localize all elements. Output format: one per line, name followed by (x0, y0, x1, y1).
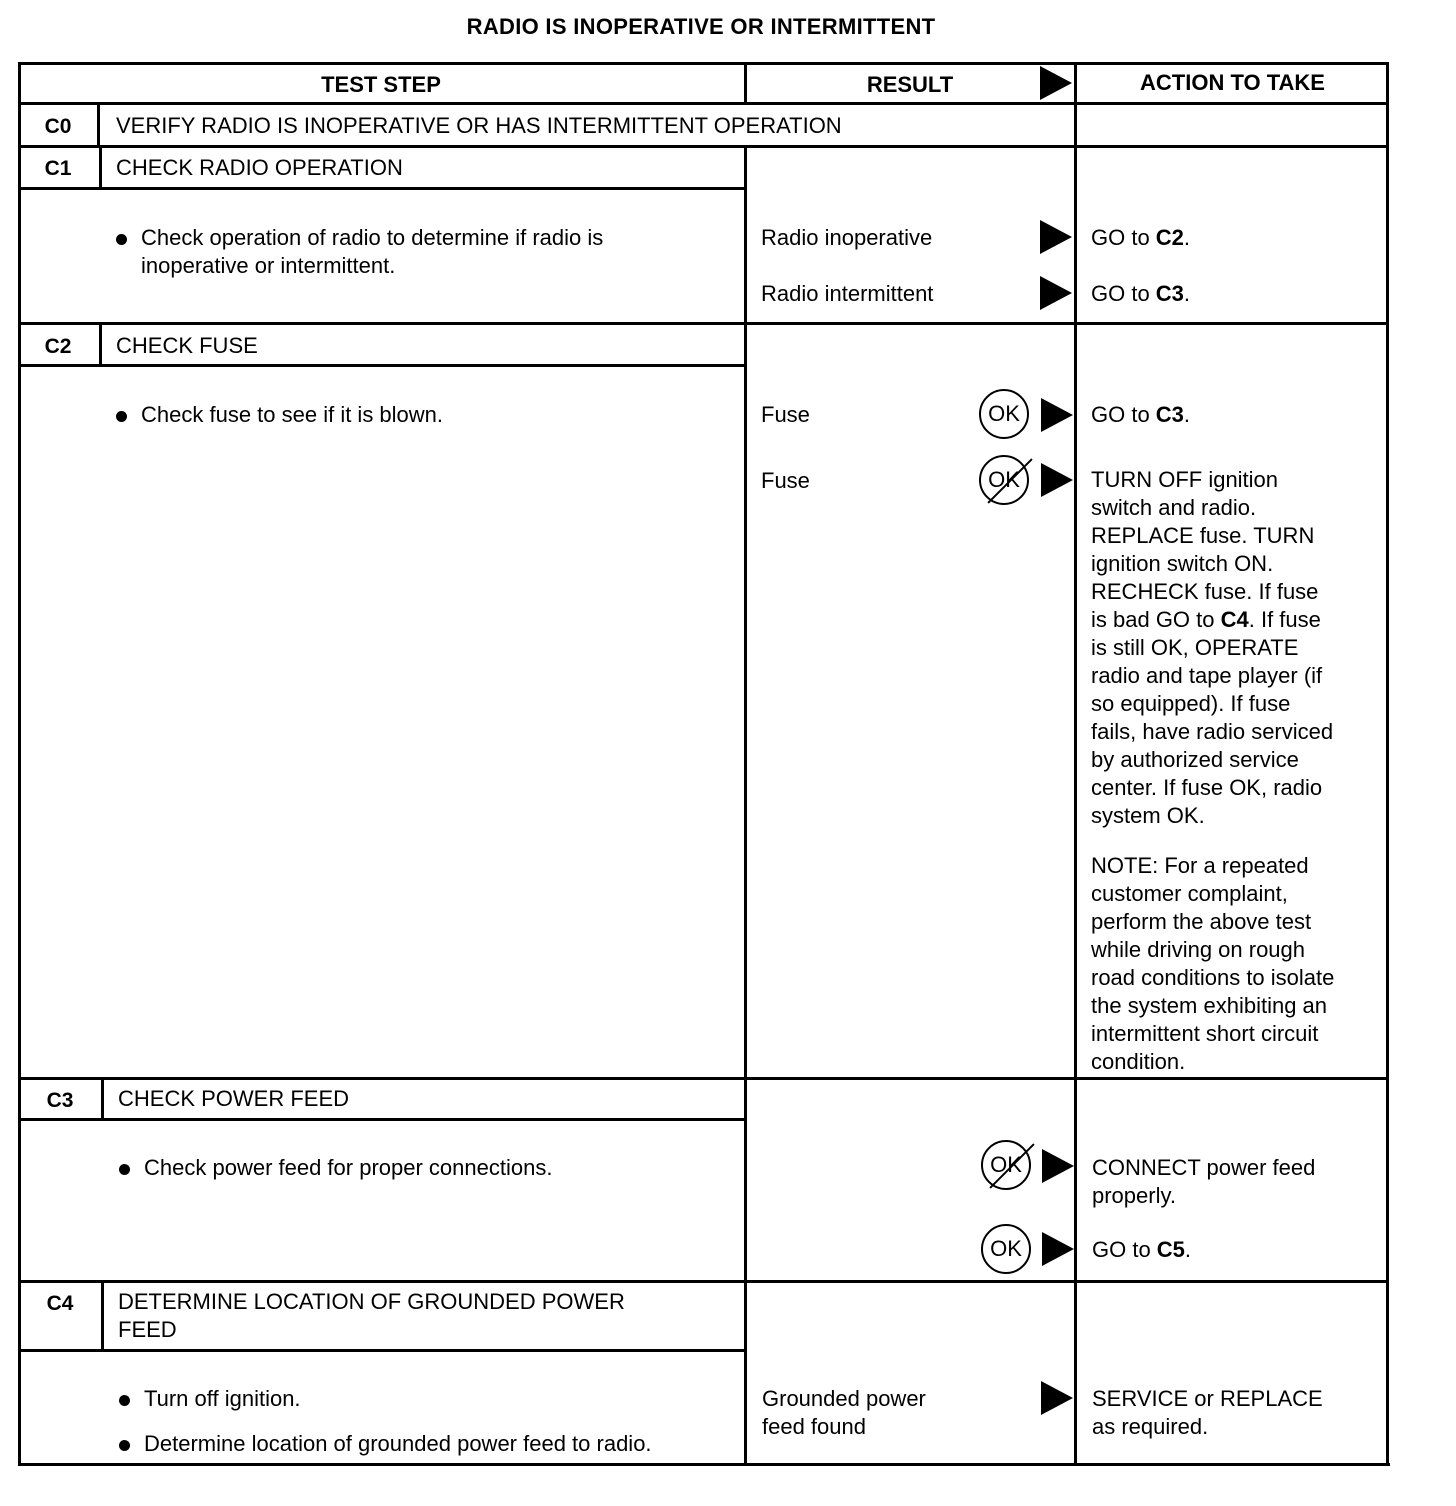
step-title: CHECK POWER FEED (118, 1086, 350, 1111)
header-test-step: TEST STEP (321, 72, 441, 97)
ok-label: OK (988, 401, 1020, 426)
arrow-icon (1042, 1149, 1074, 1183)
code-divider (99, 147, 102, 189)
table-border-left (18, 62, 21, 1466)
action-label: GO to (1091, 225, 1156, 250)
column-divider-result (744, 146, 747, 1466)
code-divider (99, 324, 102, 366)
code-divider (101, 1282, 104, 1351)
column-divider-result (744, 62, 747, 104)
step-title: DETERMINE LOCATION OF GROUNDED POWER (118, 1289, 625, 1314)
ok-icon (979, 389, 1029, 439)
result-text: Grounded power (762, 1386, 926, 1411)
action-line: is bad GO to C4. If fuse (1091, 607, 1321, 632)
step-instruction: inoperative or intermittent. (141, 253, 396, 278)
action-line: RECHECK fuse. If fuse (1091, 579, 1319, 604)
result-text: Fuse (761, 468, 810, 493)
note-line: NOTE: For a repeated (1091, 853, 1309, 878)
row-separator (18, 145, 1388, 148)
action-line: fails, have radio serviced (1091, 719, 1334, 744)
step-title-underline (18, 187, 746, 190)
row-separator (18, 322, 1388, 325)
step-instruction: Turn off ignition. (144, 1386, 301, 1411)
step-instruction: Check power feed for proper connections. (144, 1155, 553, 1180)
arrow-icon (1042, 1232, 1074, 1266)
arrow-icon (1040, 276, 1072, 310)
note-line: road conditions to isolate (1091, 965, 1335, 990)
action-line: system OK. (1091, 803, 1205, 828)
page-title: RADIO IS INOPERATIVE OR INTERMITTENT (466, 14, 936, 39)
action-text: properly. (1092, 1183, 1176, 1208)
step-code: C4 (46, 1292, 74, 1315)
not-ok-icon (979, 455, 1029, 505)
code-divider (97, 104, 100, 147)
step-instruction: Determine location of grounded power feed to radio. (144, 1431, 652, 1456)
table-border-top (18, 62, 1388, 65)
step-title-underline (18, 1349, 746, 1352)
row-separator (18, 1077, 1388, 1080)
step-code: C1 (44, 157, 72, 180)
result-text: Radio intermittent (761, 281, 934, 306)
step-title: CHECK RADIO OPERATION (116, 155, 403, 180)
step-instruction: Check fuse to see if it is blown. (141, 402, 444, 427)
note-line: customer complaint, (1091, 881, 1288, 906)
action-line: radio and tape player (if (1091, 663, 1323, 688)
action-label: GO to (1092, 1237, 1157, 1262)
action-text: CONNECT power feed (1092, 1155, 1316, 1180)
action-label: GO to (1091, 281, 1156, 306)
note-line: perform the above test (1091, 909, 1312, 934)
step-reference: C4 (1220, 607, 1249, 632)
bullet-icon (116, 411, 127, 422)
code-divider (101, 1079, 104, 1120)
ok-icon (981, 1224, 1031, 1274)
note-line: the system exhibiting an (1091, 993, 1328, 1018)
step-title: FEED (118, 1317, 177, 1342)
note-line: condition. (1091, 1049, 1186, 1074)
step-title: CHECK FUSE (116, 333, 258, 358)
action-text: SERVICE or REPLACE (1092, 1386, 1323, 1411)
action-line: so equipped). If fuse (1091, 691, 1291, 716)
note-line: while driving on rough (1091, 937, 1306, 962)
arrow-icon (1040, 220, 1072, 254)
bullet-icon (116, 234, 127, 245)
arrow-icon (1040, 66, 1072, 100)
bullet-icon (119, 1164, 130, 1175)
action-line: by authorized service (1091, 747, 1299, 772)
ok-label: OK (990, 1152, 1022, 1177)
step-reference: C3 (1155, 281, 1184, 306)
action-text: GO to C3. (1091, 281, 1191, 306)
step-title-underline (18, 364, 746, 367)
result-text: feed found (762, 1414, 866, 1439)
ok-label: OK (990, 1236, 1022, 1261)
action-label: GO to (1091, 402, 1156, 427)
step-reference: C2 (1155, 225, 1184, 250)
action-text: GO to C5. (1092, 1237, 1192, 1262)
row-separator (18, 1280, 1388, 1283)
header-separator (18, 102, 1388, 105)
result-text: Radio inoperative (761, 225, 933, 250)
table-border-bottom (20, 1463, 1390, 1466)
step-code: C3 (46, 1089, 74, 1112)
note-text (1091, 852, 1334, 1076)
action-line: ignition switch ON. (1091, 551, 1274, 576)
action-text: GO to C3. (1091, 402, 1191, 427)
ok-label: OK (988, 467, 1020, 492)
header-action: ACTION TO TAKE (1140, 70, 1325, 95)
table-border-right (1386, 62, 1389, 1466)
action-line: TURN OFF ignition (1091, 467, 1279, 492)
bullet-icon (119, 1440, 130, 1451)
action-line: is still OK, OPERATE (1091, 635, 1299, 660)
note-line: intermittent short circuit (1091, 1021, 1319, 1046)
step-title: VERIFY RADIO IS INOPERATIVE OR HAS INTERMITTENT OPERATION (116, 113, 842, 138)
arrow-icon (1041, 398, 1073, 432)
arrow-icon (1041, 463, 1073, 497)
step-code: C2 (44, 335, 72, 358)
header-result: RESULT (866, 72, 954, 97)
action-line: switch and radio. (1091, 495, 1257, 520)
action-text (1091, 466, 1333, 830)
not-ok-icon (981, 1140, 1031, 1190)
arrow-icon (1041, 1381, 1073, 1415)
action-line: REPLACE fuse. TURN (1091, 523, 1315, 548)
action-text: as required. (1092, 1414, 1209, 1439)
result-text: Fuse (761, 402, 810, 427)
step-instruction: Check operation of radio to determine if radio is (141, 225, 604, 250)
step-reference: C5 (1156, 1237, 1185, 1262)
column-divider-action (1074, 62, 1077, 1466)
bullet-icon (119, 1395, 130, 1406)
step-code: C0 (44, 115, 72, 138)
step-reference: C3 (1155, 402, 1184, 427)
step-title-underline (18, 1118, 746, 1121)
action-line: center. If fuse OK, radio (1091, 775, 1323, 800)
action-text: GO to C2. (1091, 225, 1191, 250)
